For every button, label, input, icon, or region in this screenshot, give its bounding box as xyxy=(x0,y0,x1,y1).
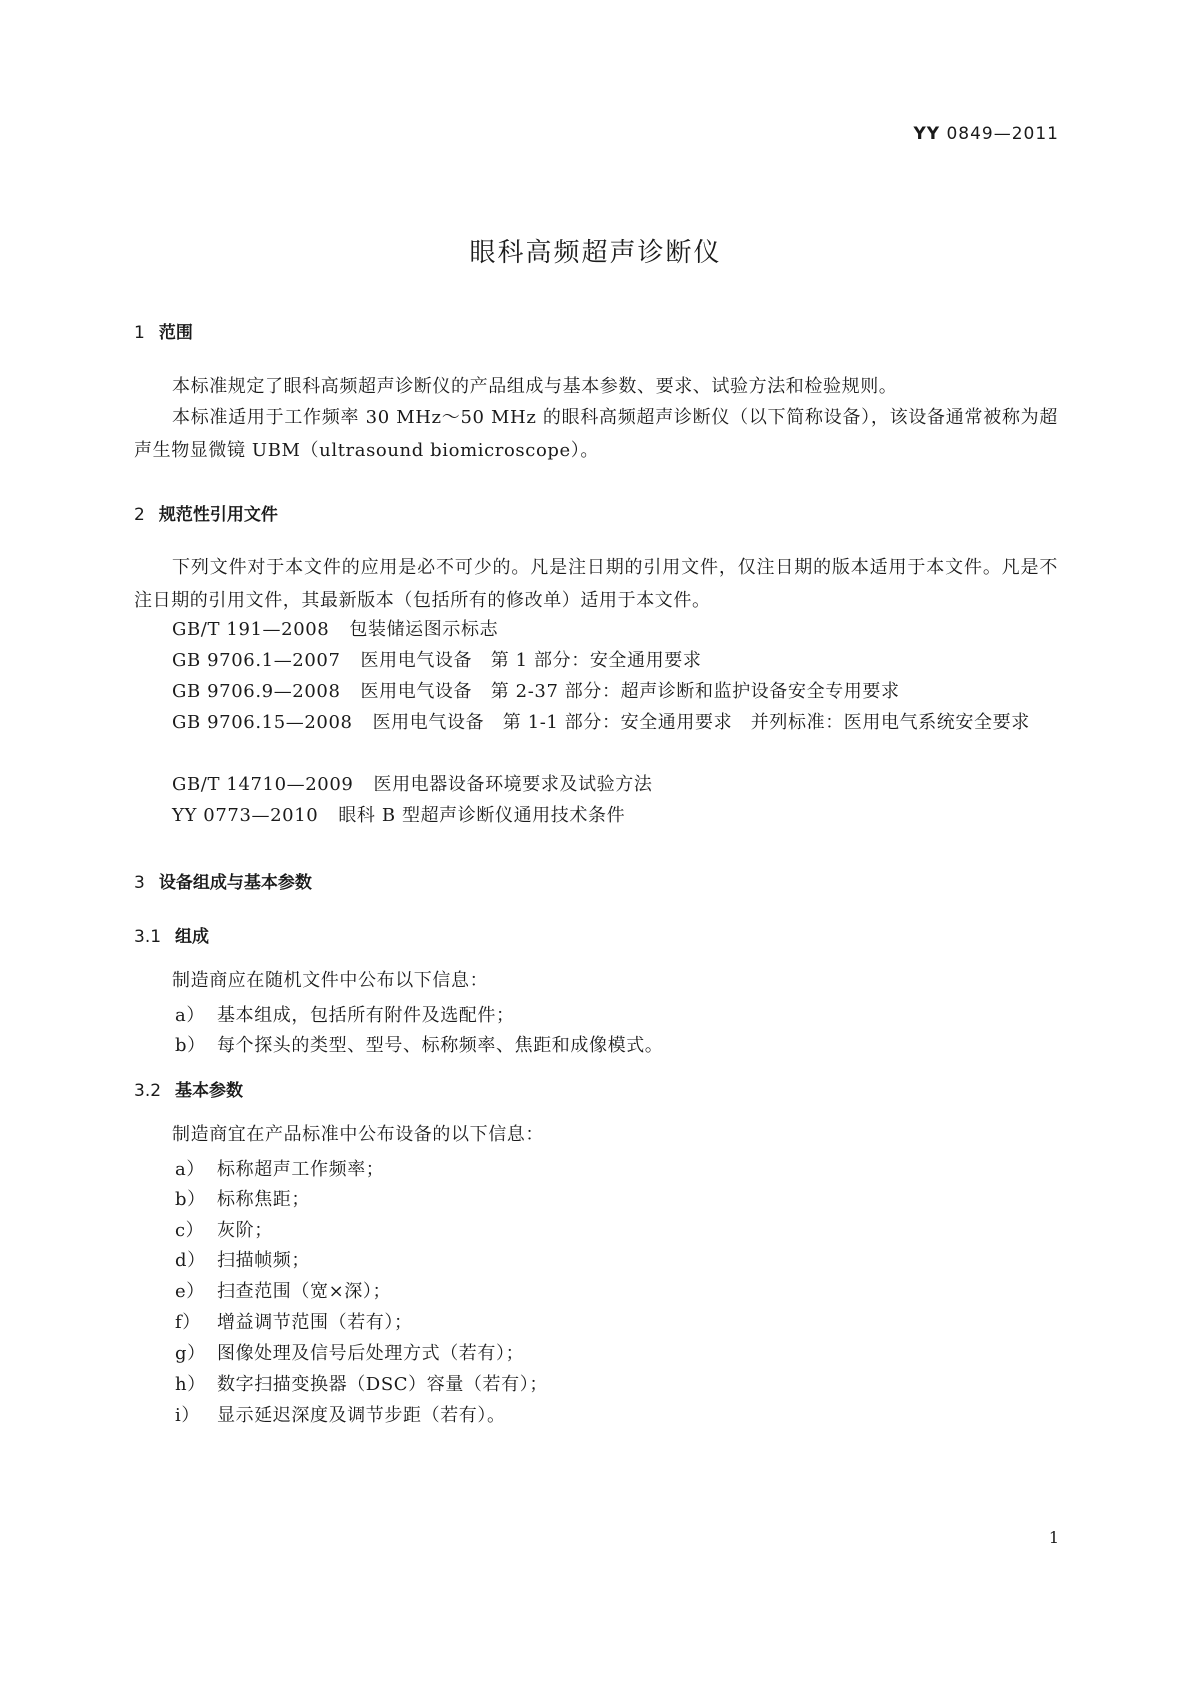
standard-code xyxy=(913,124,1059,144)
list-marker: b） xyxy=(175,1035,206,1056)
list-text: 扫描帧频； xyxy=(217,1250,310,1271)
list-marker: a） xyxy=(175,1005,205,1026)
section-2-heading xyxy=(134,500,278,525)
list-marker: d） xyxy=(175,1250,206,1271)
list-text: 图像处理及信号后处理方式（若有）； xyxy=(217,1343,525,1364)
list-item xyxy=(175,1155,384,1181)
reference-code: GB 9706.9—2008 xyxy=(172,681,341,702)
section-number: 1 xyxy=(134,323,145,343)
section-3-2-heading xyxy=(134,1076,243,1101)
list-item xyxy=(175,1401,506,1427)
reference-item xyxy=(134,706,1058,739)
page-number: 1 xyxy=(1048,1528,1059,1547)
reference-item xyxy=(134,799,1058,832)
reference-code: GB 9706.15—2008 xyxy=(172,712,353,733)
reference-code: GB/T 14710—2009 xyxy=(172,774,354,795)
list-marker: e） xyxy=(175,1281,205,1302)
list-text: 标称焦距； xyxy=(217,1189,310,1210)
list-marker: b） xyxy=(175,1189,206,1210)
list-item xyxy=(175,1001,515,1027)
list-item xyxy=(175,1246,310,1272)
list-marker: h） xyxy=(175,1374,206,1395)
list-text: 标称超声工作频率； xyxy=(217,1159,385,1180)
section-1-paragraph-2: 本标准适用于工作频率 30 MHz～50 MHz 的眼科高频超声诊断仪（以下简称设备），该设备通常被称为超声生物显微镜 UBM（ultrasound biomicroscope）。 xyxy=(134,407,1058,461)
section-title: 基本参数 xyxy=(175,1081,244,1101)
list-marker: f） xyxy=(175,1312,201,1333)
reference-title: 医用电气设备 第 1-1 部分：安全通用要求 并列标准：医用电气系统安全要求 xyxy=(372,712,1030,733)
list-item xyxy=(175,1308,413,1334)
section-3-heading xyxy=(134,868,312,893)
section-title: 设备组成与基本参数 xyxy=(158,873,312,893)
standard-code-number: 0849—2011 xyxy=(940,124,1059,144)
section-3-2-intro: 制造商宜在产品标准中公布设备的以下信息： xyxy=(172,1124,544,1145)
reference-title: 医用电器设备环境要求及试验方法 xyxy=(373,774,653,795)
reference-item xyxy=(134,675,1058,708)
list-marker: a） xyxy=(175,1159,205,1180)
list-item xyxy=(175,1370,548,1396)
reference-item xyxy=(134,613,1058,646)
reference-item xyxy=(134,768,1058,801)
list-text: 数字扫描变换器（DSC）容量（若有）； xyxy=(217,1374,548,1395)
section-1-paragraph-1: 本标准规定了眼科高频超声诊断仪的产品组成与基本参数、要求、试验方法和检验规则。 xyxy=(172,376,898,397)
section-3-1-heading xyxy=(134,922,209,947)
section-title: 规范性引用文件 xyxy=(158,505,278,525)
section-title: 组成 xyxy=(175,927,210,947)
section-number: 3 xyxy=(134,873,145,893)
list-text: 扫查范围（宽×深）； xyxy=(217,1281,392,1302)
list-text: 灰阶； xyxy=(217,1220,273,1241)
list-marker: i） xyxy=(175,1405,200,1426)
section-number: 3.1 xyxy=(134,927,162,947)
reference-title: 眼科 B 型超声诊断仪通用技术条件 xyxy=(338,805,626,826)
list-text: 基本组成，包括所有附件及选配件； xyxy=(217,1005,515,1026)
reference-title: 医用电气设备 第 2-37 部分：超声诊断和监护设备安全专用要求 xyxy=(360,681,900,702)
reference-code: YY 0773—2010 xyxy=(172,805,319,826)
list-item xyxy=(175,1216,273,1242)
section-2-paragraph-1: 下列文件对于本文件的应用是必不可少的。凡是注日期的引用文件，仅注日期的版本适用于本文件。凡是不注日期的引用文件，其最新版本（包括所有的修改单）适用于本文件。 xyxy=(134,557,1058,611)
section-title: 范围 xyxy=(158,323,193,343)
section-number: 2 xyxy=(134,505,145,525)
list-marker: c） xyxy=(175,1220,205,1241)
reference-item xyxy=(134,644,1058,677)
reference-title: 包装储运图示标志 xyxy=(349,619,499,640)
list-text: 每个探头的类型、型号、标称频率、焦距和成像模式。 xyxy=(217,1035,664,1056)
reference-code: GB/T 191—2008 xyxy=(172,619,330,640)
list-item xyxy=(175,1339,524,1365)
section-3-1-intro: 制造商应在随机文件中公布以下信息： xyxy=(172,970,489,991)
section-1-heading xyxy=(134,318,193,343)
reference-title: 医用电气设备 第 1 部分：安全通用要求 xyxy=(360,650,702,671)
section-number: 3.2 xyxy=(134,1081,162,1101)
list-item xyxy=(175,1185,310,1211)
list-text: 显示延迟深度及调节步距（若有）。 xyxy=(217,1405,506,1426)
list-item xyxy=(175,1277,391,1303)
list-text: 增益调节范围（若有）； xyxy=(217,1312,413,1333)
list-marker: g） xyxy=(175,1343,206,1364)
document-title: 眼科高频超声诊断仪 xyxy=(469,238,722,268)
list-item xyxy=(175,1031,663,1057)
standard-code-prefix: YY xyxy=(913,124,941,144)
reference-code: GB 9706.1—2007 xyxy=(172,650,341,671)
